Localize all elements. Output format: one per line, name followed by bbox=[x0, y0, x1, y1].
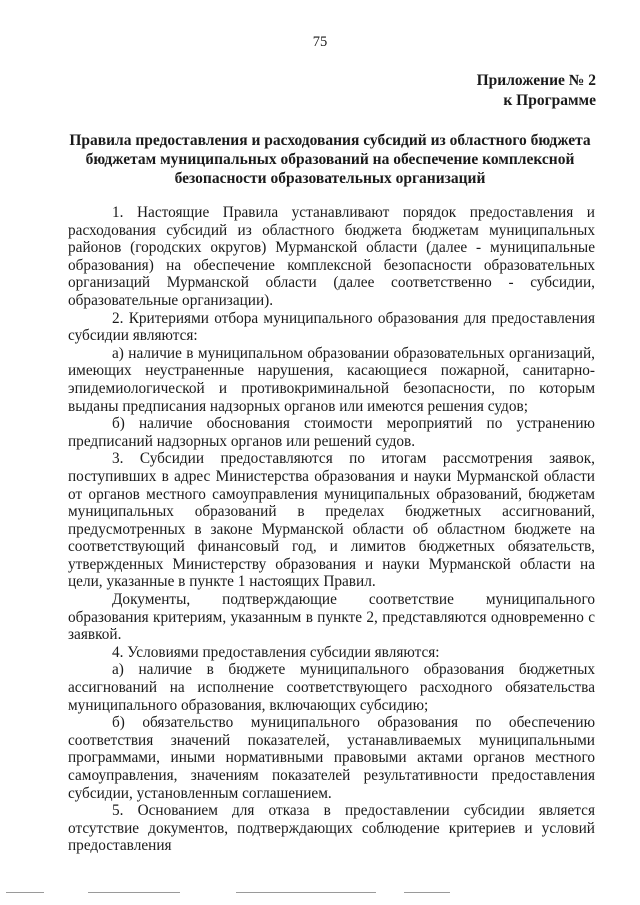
paragraph-4: 4. Условиями предоставления субсидии являются: bbox=[112, 643, 440, 661]
title-line-1: Правила предоставления и расходования субсидий из областного бюджета bbox=[69, 132, 591, 149]
scan-mark-center bbox=[236, 892, 376, 893]
paragraph-4b: б) обязательство муниципального образования по обеспечению соответствия значений показателей, устанавливаемых муниципальными программами, иными нормативными правовыми актами органов местного самоуправления, значениям показателей результативности предоставления субсидии, установленным соглашением. bbox=[68, 714, 595, 802]
scan-mark-center-left bbox=[88, 892, 180, 893]
appendix-heading bbox=[477, 71, 596, 111]
paragraph-2b: б) наличие обоснования стоимости мероприятий по устранению предписаний надзорных органов или решений судов. bbox=[68, 415, 595, 450]
paragraph-5: 5. Основанием для отказа в предоставлении субсидии является отсутствие документов, подтверждающих соблюдение критериев и условий предоставления bbox=[68, 802, 595, 855]
title-line-3: безопасности образовательных организаций bbox=[174, 170, 486, 187]
scan-mark-left bbox=[6, 892, 44, 893]
title-line-2: бюджетам муниципальных образований на обеспечение комплексной bbox=[85, 151, 575, 168]
paragraph-2: 2. Критериями отбора муниципального образования для предоставления субсидии являются: bbox=[68, 309, 595, 345]
paragraph-3: 3. Субсидии предоставляются по итогам рассмотрения заявок, поступивших в адрес Министерства образования и науки Мурманской области от органов местного самоуправления муниципальных образований, бюджетам муниципальных образований в пределах бюджетных ассигнований, предусмотренных в законе Мурманской области об областном бюджете на соответствующий финансовый год, и лимитов бюджетных обязательств, утвержденных Министерству образования и науки Мурманской области на цели, указанные в пункте 1 настоящих Правил. bbox=[68, 450, 595, 591]
document-title bbox=[60, 131, 600, 188]
document-body bbox=[68, 204, 595, 855]
scan-edge-marks bbox=[0, 892, 640, 898]
paragraph-3-documents: Документы, подтверждающие соответствие муниципального образования критериям, указанным в пункте 2, представляются одновременно с заявкой. bbox=[68, 591, 595, 644]
appendix-program-ref: к Программе bbox=[503, 92, 596, 109]
appendix-label: Приложение № 2 bbox=[476, 72, 596, 89]
page-number: 75 bbox=[312, 34, 328, 50]
paragraph-2a: а) наличие в муниципальном образовании образовательных организаций, имеющих неустраненные нарушения, касающиеся пожарной, санитарно-эпидемиологической и противокриминальной безопасности, по которым выданы предписания надзорных органов или имеются решения судов; bbox=[68, 344, 595, 415]
scan-mark-right bbox=[404, 892, 450, 893]
paragraph-1: 1. Настоящие Правила устанавливают порядок предоставления и расходования субсидий из областного бюджета бюджетам муниципальных районов (городских округов) Мурманской области (далее - муниципальные образования) на обеспечение комплексной безопасности образовательных организаций Мурманской области (далее соответственно - субсидии, образовательные организации). bbox=[68, 204, 595, 309]
paragraph-4a: а) наличие в бюджете муниципального образования бюджетных ассигнований на исполнение соответствующего расходного обязательства муниципального образования, включающих субсидию; bbox=[68, 661, 595, 714]
